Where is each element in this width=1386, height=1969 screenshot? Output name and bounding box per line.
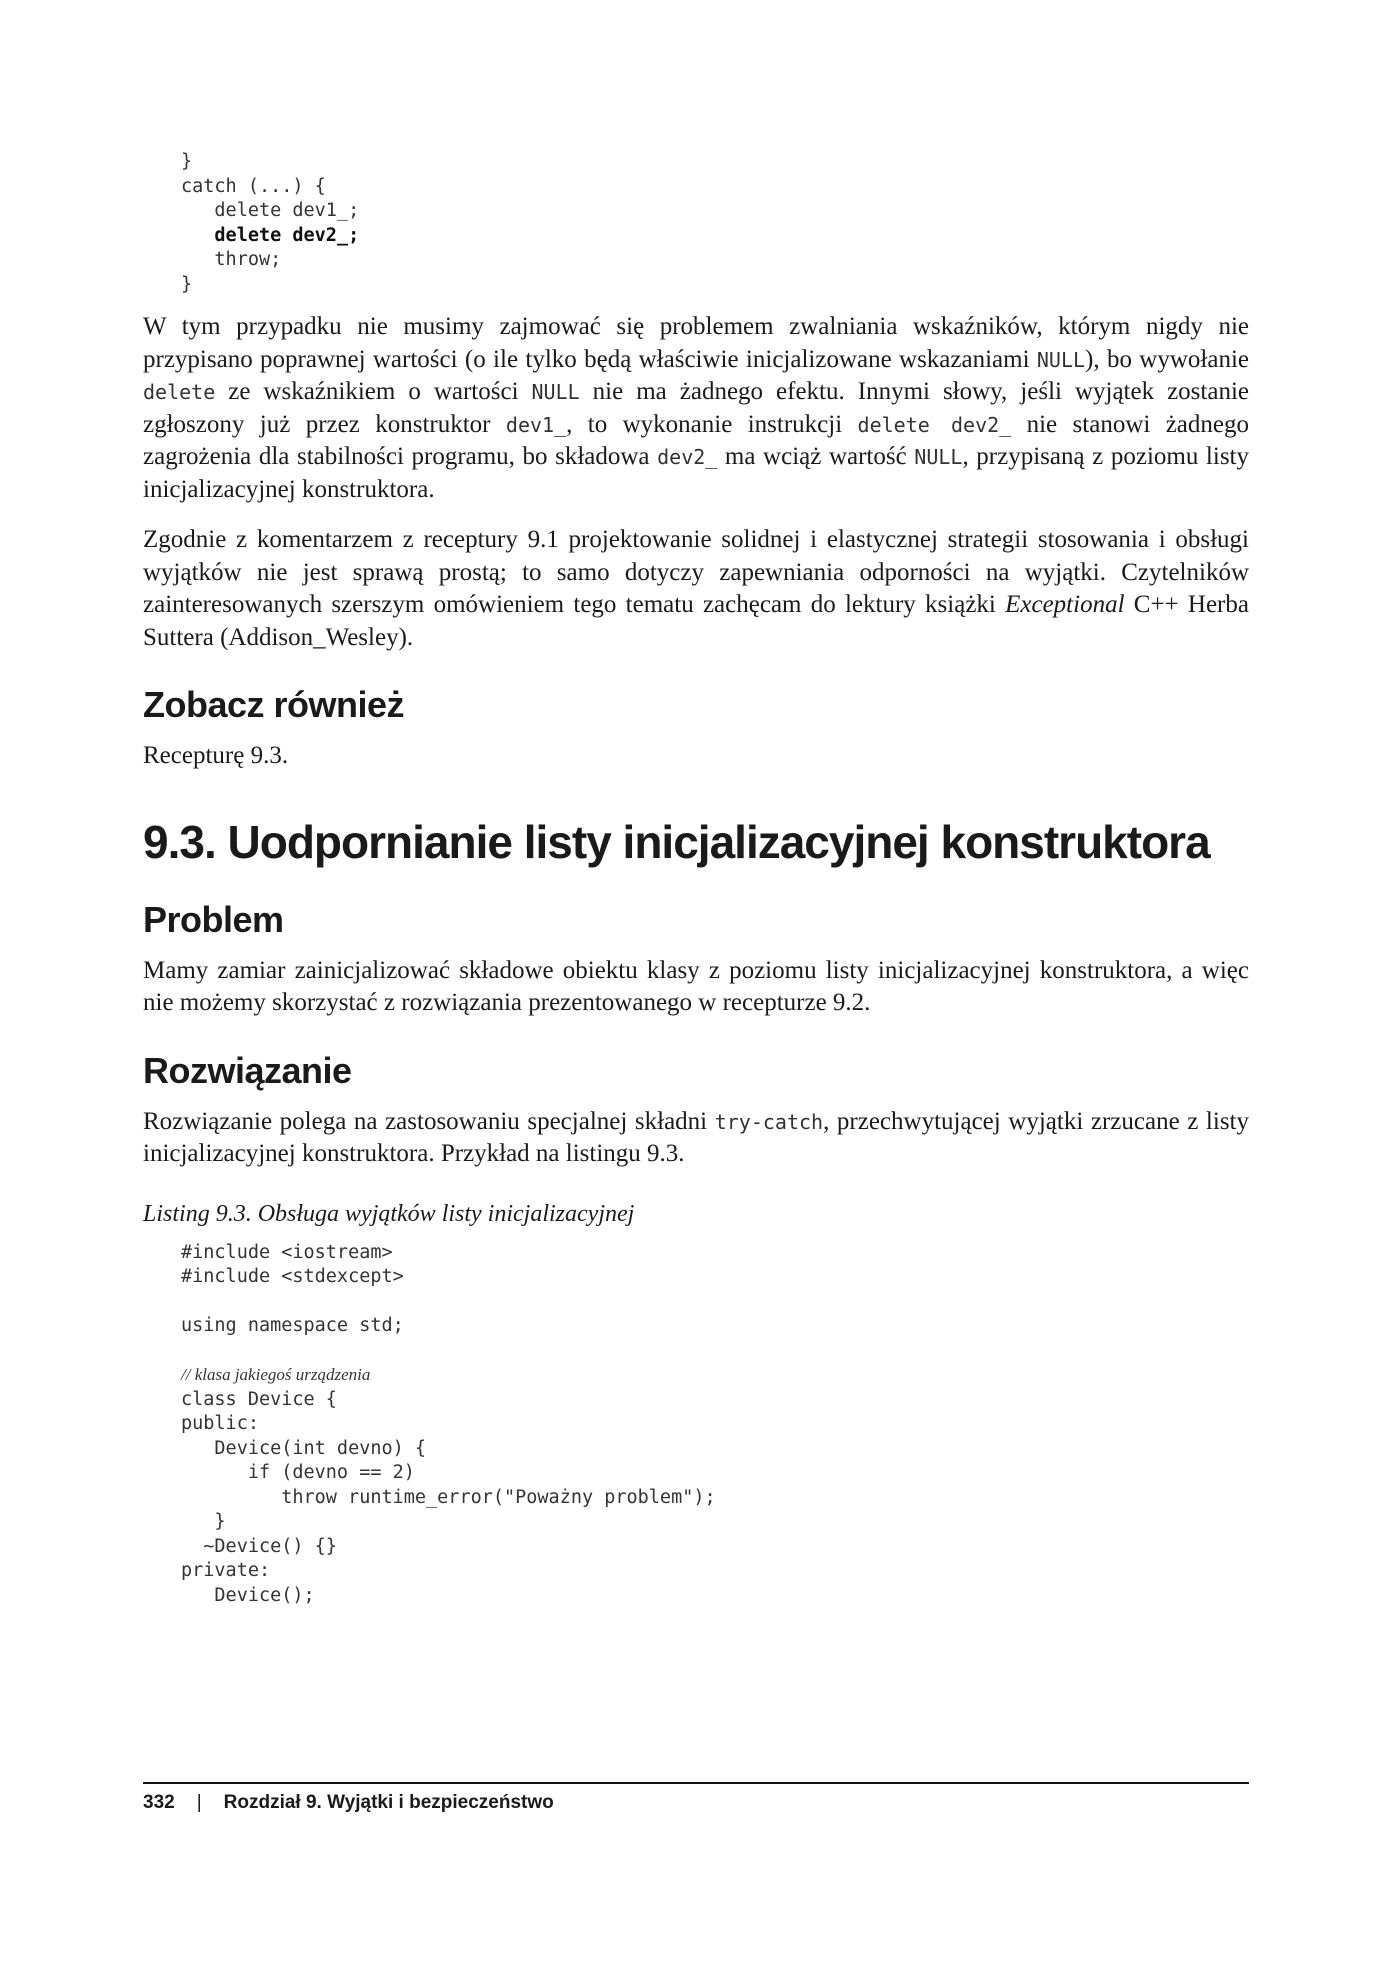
paragraph-solution — [143, 1106, 1249, 1171]
inline-code: try-catch — [714, 1109, 824, 1134]
code-line: using namespace std; — [181, 1315, 404, 1336]
code-line: ~Device() {} — [181, 1535, 337, 1557]
text-run: C++ Herba Suttera (Addison_Wesley). — [143, 591, 1249, 651]
code-line: public: — [181, 1413, 259, 1434]
inline-code: dev1_ — [505, 412, 567, 437]
text-run: nie stanowi żadnego zagrożenia dla stabilności programu, bo składowa — [143, 410, 1250, 470]
code-line: } — [181, 273, 193, 295]
page-footer — [143, 1792, 554, 1814]
text-run: nie ma żadnego efektu. Innymi słowy, jeśli wyjątek zostanie zgłoszony już przez konstruktor — [143, 378, 1249, 438]
footer-rule — [143, 1782, 1249, 1784]
code-line: // klasa jakiegoś urządzenia — [181, 1365, 371, 1384]
code-line: private: — [181, 1560, 271, 1581]
text-run: W tym przypadku nie musimy zajmować się problemem zwalniania wskaźników, którym nigdy nie przypisano poprawnej wartości (o ile tylko będą właściwie inicjalizowane wskazaniami — [143, 313, 1249, 373]
paragraph-exception-strategy — [143, 524, 1249, 654]
code-listing — [143, 1241, 1249, 1609]
footer-chapter-title: Rozdział 9. Wyjątki i bezpieczeństwo — [223, 1792, 554, 1813]
text-run: , przechwytującej wyjątki zrzucane z listy inicjalizacyjnej konstruktora. Przykład na listingu 9.3. — [143, 1107, 1249, 1167]
paragraph-null-pointers — [143, 311, 1249, 506]
listing-caption: Listing 9.3. Obsługa wyjątków listy inicjalizacyjnej — [143, 1200, 635, 1227]
text-run: ), bo wywołanie — [1085, 345, 1249, 373]
code-line: if (devno == 2) — [181, 1462, 415, 1483]
code-line: Device(int devno) { — [181, 1437, 427, 1459]
code-line: Device(); — [181, 1584, 315, 1606]
code-line: delete dev1_; — [181, 200, 360, 221]
code-block-catch — [143, 150, 1249, 297]
code-line: #include <stdexcept> — [181, 1266, 404, 1287]
inline-code: delete dev2_ — [857, 412, 1012, 437]
code-line: } — [181, 1511, 226, 1532]
code-line: throw; — [181, 249, 282, 270]
page-content — [143, 150, 1249, 1608]
text-run: ma wciąż wartość — [717, 443, 915, 470]
heading-problem: Problem — [143, 898, 284, 940]
paragraph-see-also: Recepturę 9.3. — [143, 742, 289, 769]
code-line: } — [181, 151, 193, 172]
code-line: #include <iostream> — [181, 1241, 393, 1263]
inline-code: NULL — [1036, 347, 1086, 372]
text-run: , to wykonanie instrukcji — [566, 410, 858, 438]
heading-solution: Rozwiązanie — [143, 1049, 352, 1091]
heading-see-also: Zobacz również — [143, 684, 405, 725]
footer-separator: | — [196, 1792, 202, 1813]
text-run: ze wskaźnikiem o wartości — [215, 378, 532, 405]
book-title-emphasis: Exceptional — [1005, 591, 1125, 618]
code-line: throw runtime_error("Poważny problem"); — [181, 1486, 716, 1508]
text-run: Rozwiązanie polega na zastosowaniu specjalnej składni — [143, 1107, 715, 1135]
inline-code: dev2_ — [657, 445, 718, 469]
code-line: catch (...) { — [181, 175, 326, 197]
chapter-heading: 9.3. Uodpornianie listy inicjalizacyjnej konstruktora — [143, 815, 1210, 868]
code-line: class Device { — [181, 1388, 337, 1410]
inline-code: NULL — [914, 445, 963, 469]
text-run: , przypisaną z poziomu listy inicjalizacyjnej konstruktora. — [143, 443, 1249, 503]
inline-code: NULL — [531, 380, 580, 404]
inline-code: delete — [143, 380, 216, 404]
paragraph-problem: Mamy zamiar zainicjalizować składowe obiektu klasy z poziomu listy inicjalizacyjnej konstruktora, a więc nie możemy skorzystać z rozwiązania prezentowanego w recepturze 9.2. — [143, 956, 1249, 1016]
code-line: delete dev2_; — [181, 224, 360, 246]
text-run: Zgodnie z komentarzem z receptury 9.1 projektowanie solidnej i elastycznej strategii stosowania i obsługi wyjątków nie jest sprawą prostą; to samo dotyczy zapewniania odporności na wyjątki. Czytelników zainteresowanych szerszym omówieniem tego tematu zachęcam do lektury książki — [143, 526, 1249, 618]
page-number: 332 — [143, 1792, 175, 1813]
